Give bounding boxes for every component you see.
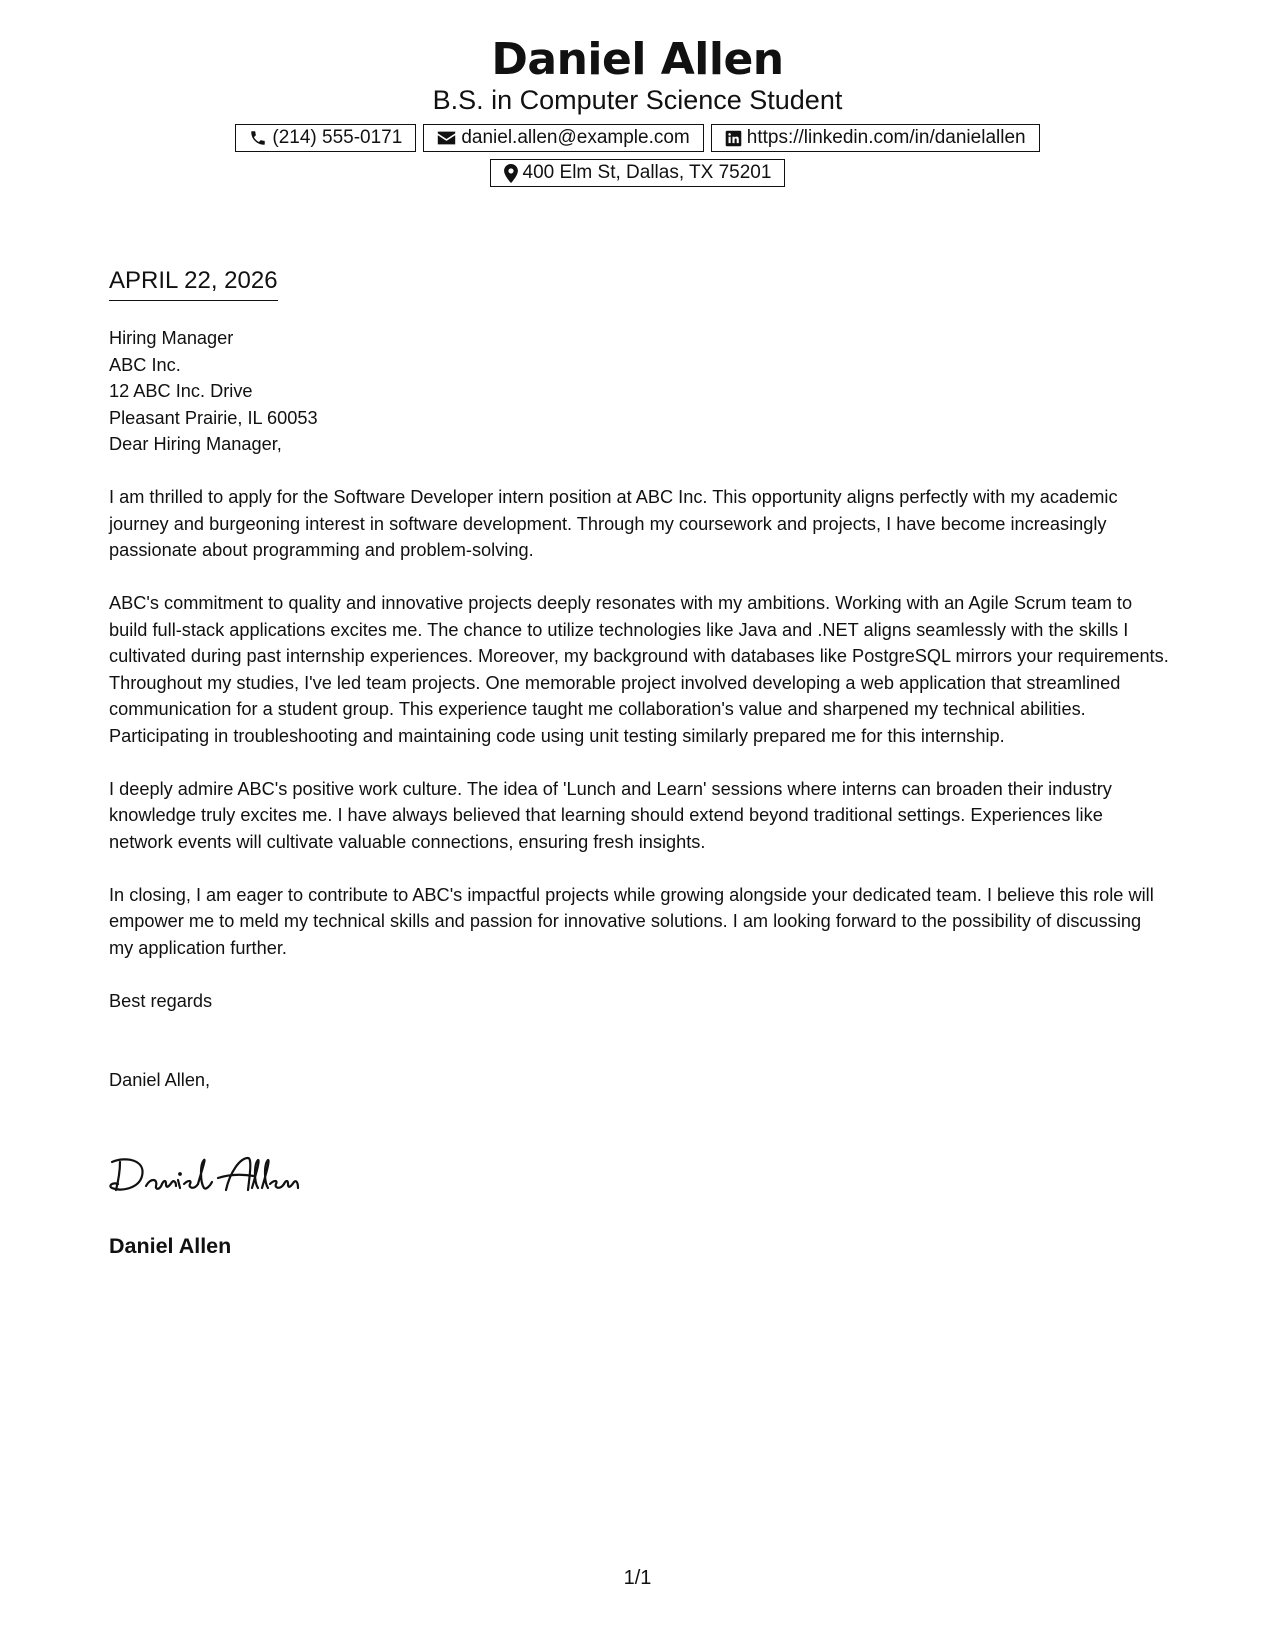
paragraph: I am thrilled to apply for the Software Developer intern position at ABC Inc. This opportunity aligns perfectly with my academic journey and burgeoning interest in software development. Through my coursework and projects, I have become increasingly passionate about programming and problem-solving. xyxy=(109,487,1118,560)
letter-date: APRIL 22, 2026 xyxy=(109,266,278,301)
recipient-line: 12 ABC Inc. Drive xyxy=(109,381,253,401)
phone-icon xyxy=(249,129,267,147)
recipient-line: ABC Inc. xyxy=(109,354,181,375)
salutation: Dear Hiring Manager, xyxy=(109,434,282,454)
email-address[interactable]: daniel.allen@example.com xyxy=(461,127,690,148)
handwritten-signature xyxy=(106,1150,306,1200)
address-row xyxy=(0,159,1275,187)
paragraph: I deeply admire ABC's positive work culture. The idea of 'Lunch and Learn' sessions where interns can broaden their industry knowledge truly excites me. I have always believed that learning should extend beyond traditional settings. Experiences like network events will cultivate valuable connections, ensuring fresh insights. xyxy=(109,778,1112,852)
linkedin-icon xyxy=(725,130,742,147)
applicant-name: Daniel Allen xyxy=(491,34,784,85)
letter-body xyxy=(109,325,1169,1094)
page-number: 1/1 xyxy=(623,1567,652,1589)
phone-number: (214) 555-0171 xyxy=(272,127,403,148)
paragraph: In closing, I am eager to contribute to ABC's impactful projects while growing alongside your dedicated team. I believe this role will empower me to meld my technical skills and passion for innovative solutions. I am looking forward to the possibility of discussing my application further. xyxy=(109,884,1154,958)
linkedin-chip xyxy=(711,124,1040,152)
closing: Best regards xyxy=(109,990,213,1011)
envelope-icon xyxy=(437,130,456,146)
applicant-title: B.S. in Computer Science Student xyxy=(432,85,843,115)
recipient-line: Pleasant Prairie, IL 60053 xyxy=(109,407,318,428)
recipient-line: Hiring Manager xyxy=(109,328,234,348)
signed-name: Daniel Allen xyxy=(109,1234,232,1258)
linkedin-url[interactable]: https://linkedin.com/in/danielallen xyxy=(746,127,1026,148)
map-pin-icon xyxy=(504,164,518,183)
paragraph: ABC's commitment to quality and innovative projects deeply resonates with my ambitions. Working with an Agile Scrum team to build full-stack applications excites me. The chance to utilize technologies like Java and .NET aligns seamlessly with the skills I cultivated during past internship experiences. Moreover, my background with databases like PostgreSQL mirrors your requirements. xyxy=(109,593,1169,666)
contact-row xyxy=(0,124,1275,152)
closing-name: Daniel Allen, xyxy=(109,1070,211,1090)
paragraph: Throughout my studies, I've led team projects. One memorable project involved developing a web application that streamlined communication for a student group. This experience taught me collaboration's value and sharpened my technical abilities. Participating in troubleshooting and maintaining code using unit testing similarly prepared me for this internship. xyxy=(109,672,1121,746)
email-chip xyxy=(423,124,703,152)
address-text: 400 Elm St, Dallas, TX 75201 xyxy=(522,162,772,183)
address-chip xyxy=(490,159,786,187)
letter-header xyxy=(0,34,1275,187)
phone-chip xyxy=(235,124,416,152)
